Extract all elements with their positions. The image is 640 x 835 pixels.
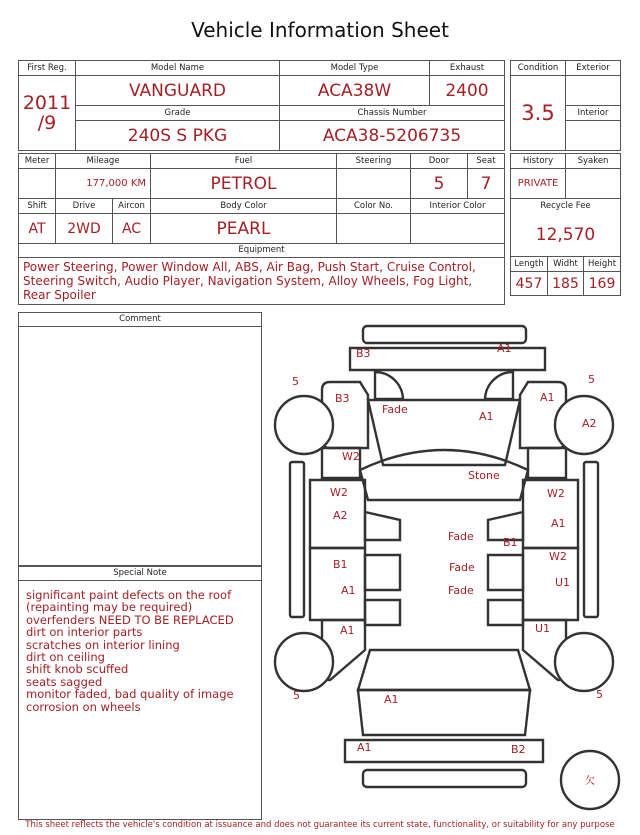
front-bumper-strip [363,326,526,343]
seat-value: 7 [468,169,505,199]
body-color-label: Body Color [151,199,337,214]
history-value: PRIVATE [511,169,566,199]
special-note-label: Special Note [19,567,261,581]
special-note-item: shift knob scuffed [26,662,129,677]
seat-label: Seat [468,154,505,169]
drive-value: 2WD [56,214,113,244]
mark-door-rear-right-top: W2 [549,550,567,563]
window-rear-right [488,555,523,590]
recycle-fee-value: 12,570 [511,214,621,257]
grade-label: Grade [76,106,280,121]
special-note-item: monitor faded, bad quality of image [26,687,234,702]
tire-rear-left [275,633,333,691]
mark-front-bumper-right: A1 [497,342,512,355]
exhaust-value: 2400 [430,76,505,106]
tire-front-left [275,396,333,454]
mark-hood-right: A1 [479,410,494,423]
mirror-left [365,512,400,540]
mark-tire-rear-right: 5 [596,688,603,701]
windshield [360,450,528,500]
mark-tire-rear-left: 5 [293,689,300,702]
sill-right [584,462,598,617]
special-note-item: overfenders NEED TO BE REPLACED [26,612,234,627]
mark-wheel-front-right: A2 [582,417,597,430]
mark-rear-bumper-left: A1 [357,741,372,754]
first-reg-year: 2011 [22,92,72,114]
mark-fender-front-left: B3 [335,392,350,405]
door-value: 5 [411,169,468,199]
equipment-label: Equipment [19,244,505,258]
mark-quarter-rear-right: U1 [535,622,551,635]
exhaust-label: Exhaust [430,61,505,76]
door-label: Door [411,154,468,169]
window-rear-left [365,555,400,590]
mileage-label: Mileage [56,154,151,169]
mark-tire-front-left: 5 [292,375,299,388]
grade-value: 240S S PKG [76,121,280,151]
chassis-number-label: Chassis Number [280,106,505,121]
interior-label: Interior [566,106,621,121]
special-note-item: dirt on interior parts [26,625,143,640]
mark-pillar-left: W2 [342,450,360,463]
sill-left [290,462,304,617]
model-name-value: VANGUARD [76,76,280,106]
special-note-item: seats sagged [26,674,103,689]
mark-roof-1: Fade [448,530,474,543]
mileage-value: 177,000 KM [56,169,151,199]
mark-roof-3: Fade [448,584,474,597]
mark-quarter-rear-left: A1 [340,624,355,637]
comment-label: Comment [19,313,261,327]
recycle-fee-label: Recycle Fee [511,199,621,214]
rear-bumper-strip [363,770,526,787]
history-label: History [511,154,566,169]
mark-door-front-right: A1 [551,517,566,530]
special-note-item: corrosion on wheels [26,699,141,714]
mark-door-rear-right: U1 [555,576,571,589]
disclaimer-footer: This sheet reflects the vehicle's condition at issuance and does not guarantee its current state, functionality, or suitability for any purpose [25,820,615,830]
headlight-right [485,372,513,399]
condition-value: 3.5 [511,76,566,151]
special-note-item: dirt on ceiling [26,650,105,665]
mark-rear-gate: A1 [384,693,399,706]
mark-door-front-left-top: W2 [330,486,348,499]
special-note-item: scratches on interior lining [26,637,180,652]
color-no-label: Color No. [337,199,411,214]
equipment-value: Power Steering, Power Window All, ABS, Air Bag, Push Start, Cruise Control, Steering Switch, Audio Player, Navigation System, Alloy Wheels, Fog Light, Rear Spoiler [19,258,505,305]
length-value: 457 [511,272,548,296]
steering-label: Steering [337,154,411,169]
interior-color-label: Interior Color [411,199,505,214]
special-note-item: (repainting may be required) [26,600,193,615]
shift-label: Shift [19,199,56,214]
mark-missing-symbol: 欠 [585,776,595,787]
model-type-value: ACA38W [280,76,430,106]
height-value: 169 [584,272,621,296]
page-title: Vehicle Information Sheet [191,18,449,42]
rear-window [358,650,530,690]
mark-hood: Fade [382,403,408,416]
width-label: Widht [548,257,584,272]
aircon-label: Aircon [113,199,151,214]
length-label: Length [511,257,548,272]
front-bumper [350,348,545,370]
chassis-number-value: ACA38-5206735 [280,121,505,151]
drive-label: Drive [56,199,113,214]
mark-door-front-right-top: W2 [547,487,565,500]
mark-door-front-left: A2 [333,509,348,522]
model-type-label: Model Type [280,61,430,76]
first-reg-month: /9 [37,112,57,134]
model-name-label: Model Name [76,61,280,76]
aircon-value: AC [113,214,151,244]
shift-value: AT [19,214,56,244]
mark-roof-2: Fade [449,561,475,574]
mark-door-rear-left-top: B1 [333,558,348,571]
syaken-label: Syaken [566,154,621,169]
mark-tire-front-right: 5 [588,373,595,386]
condition-label: Condition [511,61,566,76]
mark-front-bumper-left: B3 [356,347,371,360]
width-value: 185 [548,272,584,296]
height-label: Height [584,257,621,272]
body-color-value: PEARL [151,214,337,244]
special-note-item: significant paint defects on the roof [26,588,232,602]
mark-fender-front-right: A1 [540,391,555,404]
tire-rear-right [555,633,613,691]
headlight-left [375,372,403,399]
window-quarter-left [365,600,400,625]
mark-windshield: Stone [468,469,500,482]
mark-rear-bumper-right: B2 [511,743,526,756]
first-reg-label: First Reg. [19,61,76,76]
mark-door-rear-left: A1 [341,584,356,597]
pillar-right [528,448,566,478]
meter-label: Meter [19,154,56,169]
fuel-value: PETROL [151,169,337,199]
fuel-label: Fuel [151,154,337,169]
window-quarter-right [488,600,523,625]
mark-roof-b1: B1 [503,536,518,549]
exterior-label: Exterior [566,61,621,76]
